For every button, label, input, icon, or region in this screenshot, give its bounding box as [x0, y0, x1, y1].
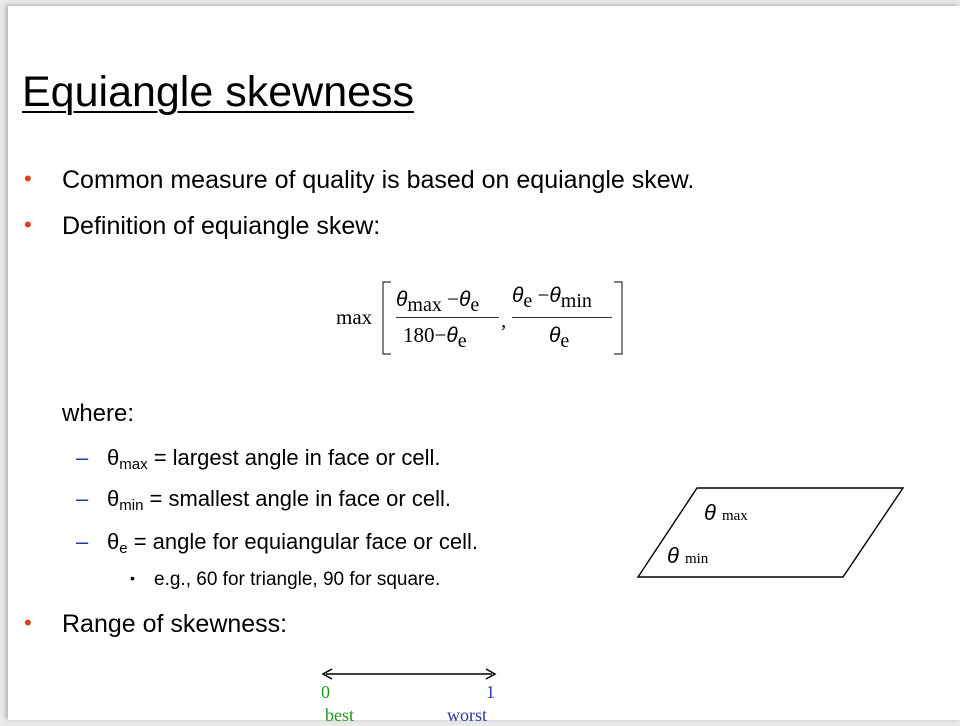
fraction2-denominator: θe	[549, 324, 570, 352]
fraction1-bar	[396, 317, 499, 318]
formula-comma: ,	[501, 308, 507, 332]
range-double-arrow	[320, 666, 500, 682]
dash-marker: –	[76, 486, 89, 511]
theta-min-angle-label: θ min	[667, 543, 709, 568]
equiangle-skew-formula	[330, 278, 630, 358]
bullet-dot: •	[24, 610, 32, 635]
bullet-dot: •	[24, 166, 32, 191]
bullet-range: Range of skewness:	[62, 610, 288, 638]
definition-theta-e: $\theta_e$ = angle for equiangular face or cell.	[107, 529, 478, 557]
fraction2-numerator: θe −θmin	[512, 283, 592, 312]
range-label-best: best	[325, 705, 354, 725]
example-text: e.g., 60 for triangle, 90 for square.	[154, 569, 441, 590]
range-value-zero: 0	[321, 682, 330, 702]
range-label-worst: worst	[447, 705, 487, 725]
where-label: where:	[62, 400, 135, 427]
formula-right-bracket	[613, 281, 625, 355]
definition-theta-max: $\theta_{max}$ = largest angle in face or cell.	[107, 445, 441, 473]
bullet-dot: •	[24, 212, 32, 237]
bullet-definition: Definition of equiangle skew:	[62, 212, 381, 240]
bullet-common-measure: Common measure of quality is based on equiangle skew.	[62, 166, 695, 194]
range-value-one: 1	[486, 682, 495, 702]
theta-max-angle-label: θ max	[704, 500, 748, 525]
fraction1-denominator: 180−θe	[403, 323, 467, 352]
fraction2-bar	[512, 317, 612, 318]
dash-marker: –	[76, 445, 89, 470]
slide-title: Equiangle skewness	[22, 68, 415, 116]
definition-theta-min: $\theta_{min}$ = smallest angle in face or cell.	[107, 486, 451, 514]
fraction1-numerator: θmax −θe	[396, 287, 480, 316]
formula-left-bracket	[380, 281, 392, 355]
small-bullet-dot: •	[130, 570, 135, 586]
dash-marker: –	[76, 529, 89, 554]
formula-max-operator: max	[336, 305, 373, 329]
